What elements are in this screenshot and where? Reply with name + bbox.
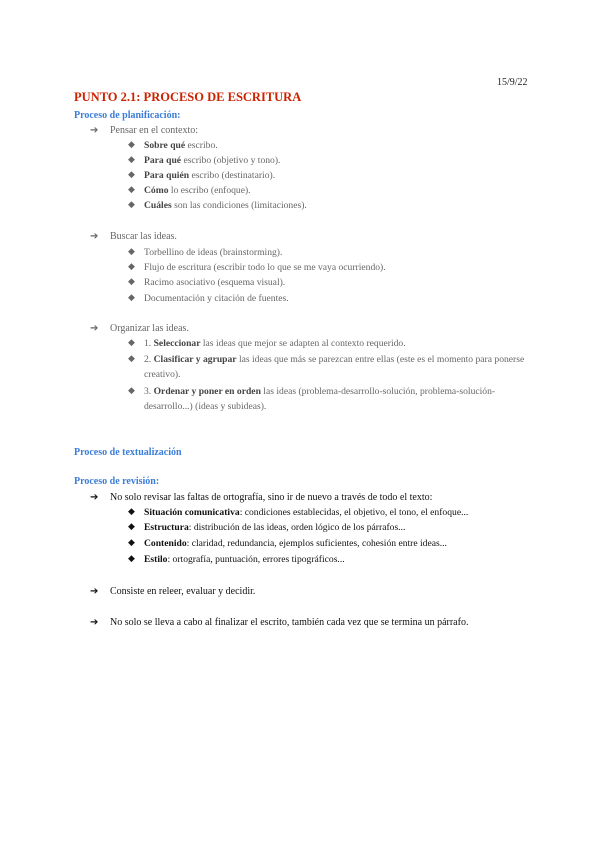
list-item-organizar [90, 322, 550, 335]
diamond-icon: ◆ [128, 538, 135, 548]
diamond-icon: ◆ [128, 185, 135, 195]
heading-revision: Proceso de revisión: [74, 476, 160, 487]
sub-item [128, 138, 538, 153]
sub-item-text: 2. Clasificar y agrupar las ideas que más se parezcan entre ellas (este es el momento para ponerse creativo). [144, 354, 525, 380]
heading-textualizacion: Proceso de textualización [74, 447, 182, 458]
sub-item-text: Torbellino de ideas (brainstorming). [144, 247, 283, 258]
arrow-icon: ➔ [90, 125, 99, 136]
arrow-icon: ➔ [90, 617, 99, 628]
sub-item-text: Cuáles son las condiciones (limitaciones). [144, 200, 307, 211]
sub-item-text: Racimo asociativo (esquema visual). [144, 277, 286, 288]
list-item-label: Organizar las ideas. [110, 323, 189, 334]
list-item-label: Buscar las ideas. [110, 231, 177, 242]
sub-item-text: Estructura: distribución de las ideas, orden lógico de los párrafos... [144, 522, 406, 533]
sub-item-text: Para qué escribo (objetivo y tono). [144, 155, 281, 166]
list-item-label: Consiste en releer, evaluar y decidir. [110, 586, 256, 597]
diamond-icon: ◆ [128, 522, 135, 532]
sub-item-text: Cómo lo escribo (enfoque). [144, 185, 251, 196]
sub-item-text: Sobre qué escribo. [144, 140, 218, 151]
arrow-icon: ➔ [90, 492, 99, 503]
sub-item [128, 260, 538, 275]
diamond-icon: ◆ [128, 170, 135, 180]
sub-item-text: Situación comunicativa: condiciones establecidas, el objetivo, el tono, el enfoque... [144, 507, 469, 518]
diamond-icon: ◆ [128, 354, 135, 364]
sub-item-text: Contenido: claridad, redundancia, ejemplos suficientes, cohesión entre ideas... [144, 538, 447, 549]
sub-item-text: 1. Seleccionar las ideas que mejor se adapten al contexto requerido. [144, 338, 406, 349]
sub-item [128, 183, 538, 198]
sub-item-text: Para quién escribo (destinatario). [144, 170, 276, 181]
list-item-contexto [90, 124, 550, 137]
sub-item [128, 168, 538, 183]
diamond-icon: ◆ [128, 338, 135, 348]
sub-item [128, 198, 538, 213]
sub-item [128, 275, 538, 290]
sub-item [128, 520, 548, 535]
sub-item [128, 384, 538, 414]
sub-item [128, 536, 548, 551]
list-item-revision-2 [90, 585, 550, 598]
diamond-icon: ◆ [128, 200, 135, 210]
sub-item [128, 153, 538, 168]
date: 15/9/22 [497, 77, 528, 88]
diamond-icon: ◆ [128, 155, 135, 165]
sub-item [128, 352, 538, 382]
diamond-icon: ◆ [128, 247, 135, 257]
sub-item [128, 291, 538, 306]
list-item-revision-intro [90, 491, 560, 504]
sub-item-text: Flujo de escritura (escribir todo lo que se me vaya ocurriendo). [144, 262, 386, 273]
diamond-icon: ◆ [128, 386, 135, 396]
arrow-icon: ➔ [90, 231, 99, 242]
diamond-icon: ◆ [128, 507, 135, 517]
list-item-revision-3 [90, 616, 570, 629]
sub-item [128, 336, 538, 351]
arrow-icon: ➔ [90, 323, 99, 334]
list-item-buscar [90, 230, 550, 243]
list-item-label: No solo se lleva a cabo al finalizar el escrito, también cada vez que se termina un párrafo. [110, 617, 469, 628]
page-title: PUNTO 2.1: PROCESO DE ESCRITURA [74, 90, 302, 104]
arrow-icon: ➔ [90, 586, 99, 597]
sub-item [128, 505, 548, 520]
list-item-label: Pensar en el contexto: [110, 125, 199, 136]
sub-item-text: Estilo: ortografía, puntuación, errores tipográficos... [144, 554, 345, 565]
sub-item-text: Documentación y citación de fuentes. [144, 293, 289, 304]
sub-item-text: 3. Ordenar y poner en orden las ideas (problema-desarrollo-solución, problema-solución-desarrollo...) (ideas y subideas). [144, 386, 496, 412]
diamond-icon: ◆ [128, 554, 135, 564]
sub-item [128, 245, 538, 260]
diamond-icon: ◆ [128, 140, 135, 150]
heading-planificacion: Proceso de planificación: [74, 110, 181, 121]
diamond-icon: ◆ [128, 277, 135, 287]
list-item-label: No solo revisar las faltas de ortografía, sino ir de nuevo a través de todo el texto: [110, 492, 433, 503]
diamond-icon: ◆ [128, 262, 135, 272]
diamond-icon: ◆ [128, 293, 135, 303]
sub-item [128, 552, 548, 567]
